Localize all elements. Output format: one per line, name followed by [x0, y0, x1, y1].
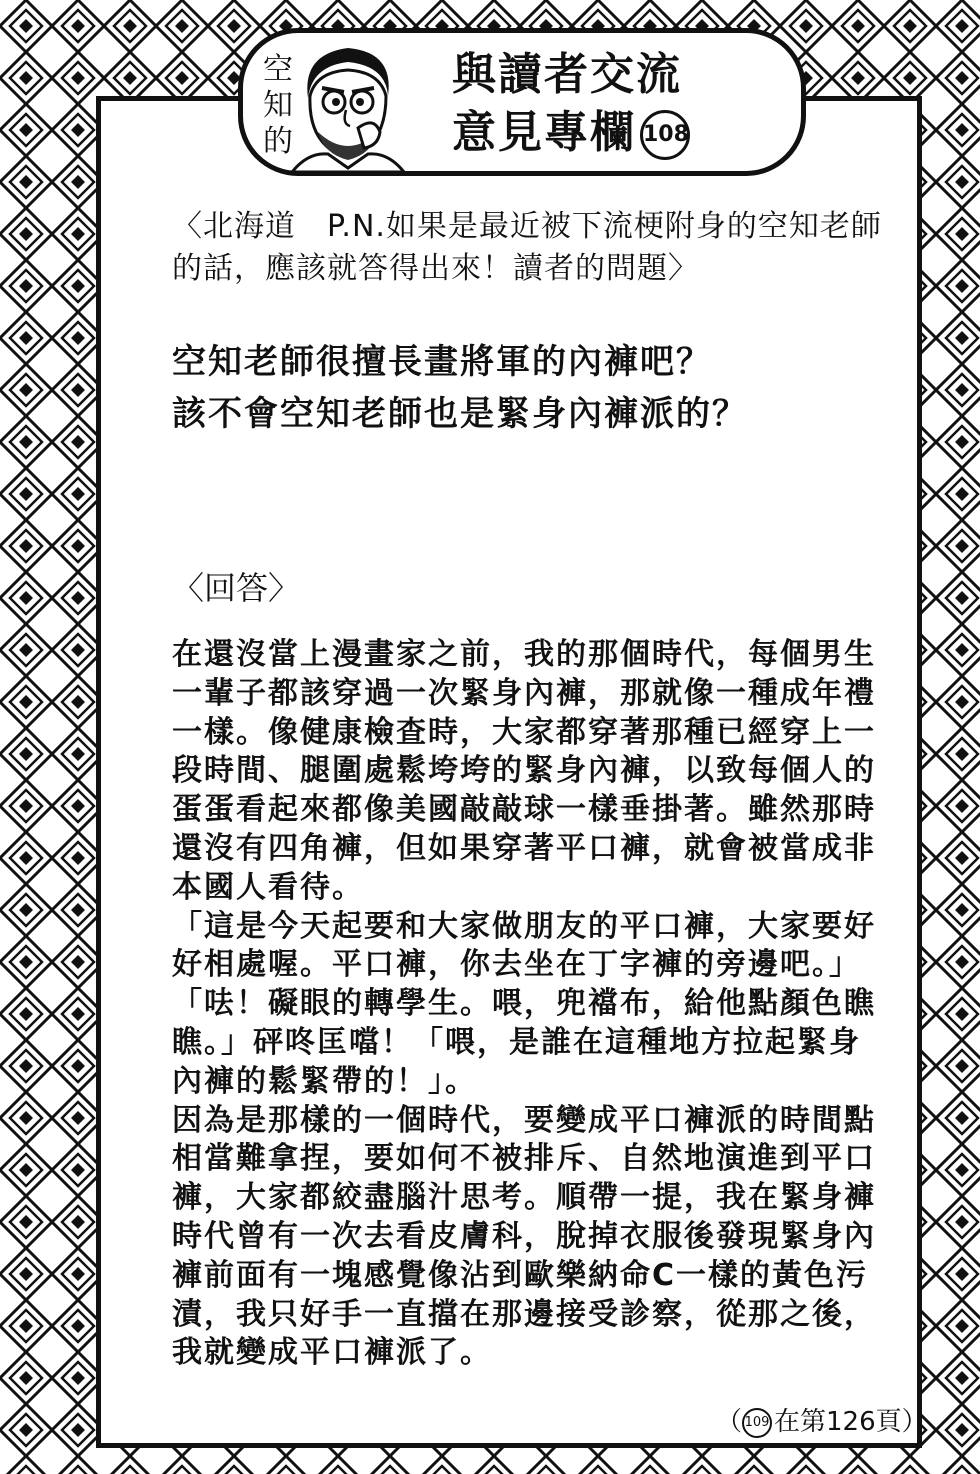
- banner-subtitle-char: 空: [263, 52, 293, 87]
- issue-number-badge: 108: [640, 110, 690, 160]
- banner-subtitle-char: 知: [263, 88, 293, 123]
- answer-paragraph: 「這是今天起要和大家做朋友的平口褲，大家要好好相處喔。平口褲，你去坐在丁字褲的旁邊吧。」「呿！礙眼的轉學生。喂，兜襠布，給他點顏色瞧瞧。」砰咚匡噹！「喂，是誰在這種地方拉起緊身內褲的鬆緊帶的！」。: [172, 908, 876, 1099]
- continuation-issue-badge: 109: [742, 1408, 772, 1438]
- author-caricature: [288, 36, 408, 172]
- question-line: 空知老師很擅長畫將軍的內褲吧？: [172, 342, 712, 382]
- column-title-line2: [452, 104, 752, 162]
- question-line: 該不會空知老師也是緊身內褲派的？: [172, 394, 748, 434]
- reader-letter: 〈北海道 P.N.如果是最近被下流梗附身的空知老師的話，應該就答得出來！讀者的問題〉: [172, 209, 882, 286]
- continuation-note: [716, 1402, 928, 1442]
- continuation-close: ）: [901, 1407, 928, 1437]
- answer-paragraph: 在還沒當上漫畫家之前，我的那個時代，每個男生一輩子都該穿過一次緊身內褲，那就像一種成年禮一樣。像健康檢查時，大家都穿著那種已經穿上一段時間、腿圍處鬆垮垮的緊身內褲，以致每個人的蛋蛋看起來都像美國敲敲球一樣垂掛著。雖然那時還沒有四角褲，但如果穿著平口褲，就會被當成非本國人看待。: [172, 637, 876, 905]
- continuation-open: （: [716, 1407, 743, 1437]
- column-title: [452, 46, 752, 162]
- answer-body: [172, 636, 884, 1373]
- continuation-text: 在第126頁: [774, 1407, 902, 1437]
- answer-paragraph: 因為是那樣的一個時代，要變成平口褲派的時間點相當難拿捏，要如何不被排斥、自然地演進到平口褲，大家都絞盡腦汁思考。順帶一提，我在緊身褲時代曾有一次去看皮膚科，脫掉衣服後發現緊身內褲前面有一塊感覺像沾到歐樂納命C一樣的黃色污漬，我只好手一直擋在那邊接受診察，從那之後，我就變成平口褲派了。: [172, 1102, 876, 1371]
- column-title-line1: 與讀者交流: [452, 49, 682, 100]
- column-title-line2-text: 意見專欄: [452, 107, 636, 158]
- answer-label: 〈回答〉: [172, 569, 301, 607]
- banner-subtitle-char: 的: [263, 124, 293, 159]
- reader-question: [172, 336, 892, 440]
